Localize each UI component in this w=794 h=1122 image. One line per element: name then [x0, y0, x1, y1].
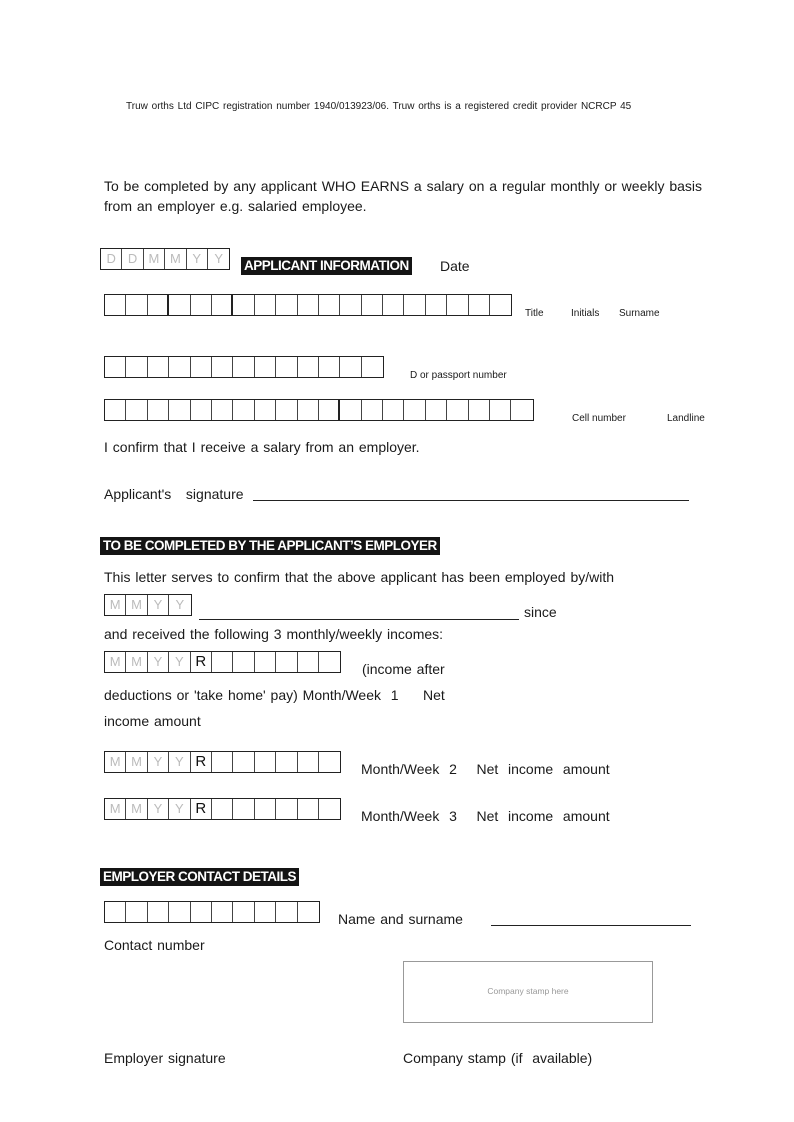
employer-name-line[interactable] [199, 619, 519, 620]
date-box[interactable]: Y [187, 249, 208, 269]
landline-label: Landline [667, 413, 705, 424]
registration-notice: Truw orths Ltd CIPC registration number 1940/013923/06. Truw orths is a registered credit provider NCRCP 45 [126, 101, 632, 112]
income-1-label: deductions or 'take home' pay) Month/Week 1 Net [104, 687, 445, 703]
employer-section-heading: TO BE COMPLETED BY THE APPLICANT’S EMPLOYER [100, 537, 440, 555]
income-2-boxes[interactable]: M M Y Y R [104, 751, 341, 773]
income-3-label: Month/Week 3 Net income amount [361, 808, 610, 824]
contact-number-label: Contact number [104, 937, 205, 953]
date-label: Date [440, 258, 470, 274]
contact-number-boxes[interactable] [104, 901, 320, 923]
company-stamp-label: Company stamp (if available) [403, 1050, 593, 1066]
title-label: Title [525, 308, 544, 319]
income-1-boxes[interactable]: M M Y Y R [104, 651, 341, 673]
initials-label: Initials [571, 308, 600, 319]
applicant-info-heading: APPLICANT INFORMATION [241, 257, 412, 275]
date-box[interactable]: M [144, 249, 165, 269]
income-after-text: (income after [362, 661, 445, 677]
employer-signature-label: Employer signature [104, 1050, 226, 1066]
cell-label: Cell number [572, 413, 626, 424]
company-stamp-placeholder: Company stamp here [487, 986, 569, 996]
date-box[interactable]: M [165, 249, 186, 269]
id-number-boxes[interactable] [104, 356, 384, 378]
date-boxes[interactable] [100, 248, 230, 270]
date-box[interactable]: Y [214, 251, 223, 266]
letter-text: This letter serves to confirm that the above applicant has been employed by/with [104, 569, 615, 585]
income-3-boxes[interactable]: M M Y Y R [104, 798, 341, 820]
intro-text: To be completed by any applicant WHO EARNS a salary on a regular monthly or weekly basis from an employer e.g. salaried employee. [104, 178, 703, 214]
id-label: D or passport number [410, 370, 507, 381]
received-text: and received the following 3 monthly/weekly incomes: [104, 626, 444, 642]
company-stamp-box[interactable] [403, 961, 653, 1023]
date-box[interactable]: D [101, 249, 122, 269]
name-surname-line[interactable] [491, 925, 691, 926]
income-2-label: Month/Week 2 Net income amount [361, 761, 610, 777]
name-surname-label: Name and surname [338, 911, 463, 927]
employer-contact-heading: EMPLOYER CONTACT DETAILS [100, 868, 299, 886]
phone-boxes[interactable] [104, 399, 534, 421]
date-box[interactable]: D [122, 249, 143, 269]
surname-label: Surname [619, 308, 660, 319]
applicant-signature-label: Applicant's signature [104, 486, 244, 502]
since-date-boxes[interactable]: M M Y Y [104, 594, 192, 616]
confirm-text: I confirm that I receive a salary from an employer. [104, 439, 420, 455]
applicant-signature-line[interactable] [253, 500, 689, 501]
since-label: since [524, 604, 557, 620]
name-boxes[interactable] [104, 294, 512, 316]
income-1-label-cont: income amount [104, 713, 201, 729]
